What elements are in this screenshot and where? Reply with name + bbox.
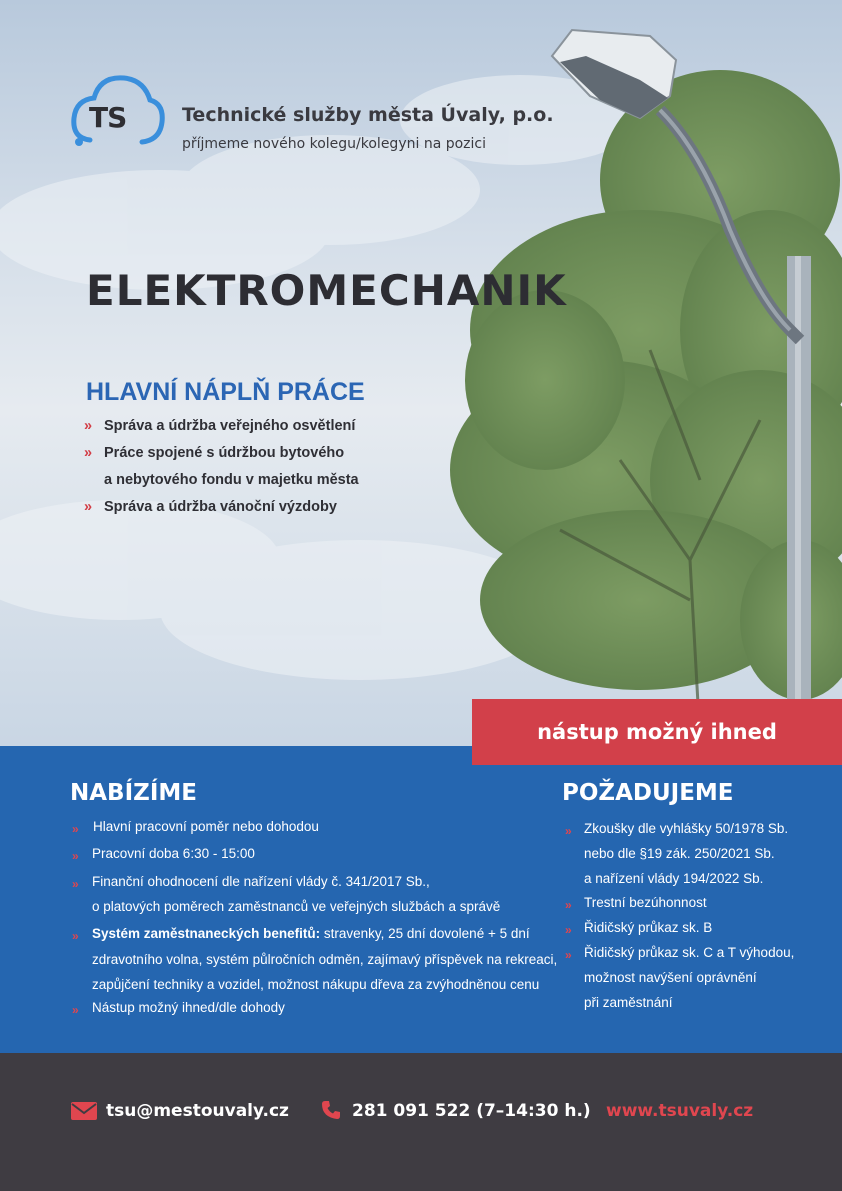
bullet-chevron-icon: » bbox=[72, 822, 79, 836]
offer-line: Pracovní doba 6:30 - 15:00 bbox=[92, 846, 255, 861]
bullet-chevron-icon: » bbox=[72, 877, 79, 891]
position-intro: příjmeme nového kolegu/kolegyni na pozici bbox=[182, 136, 486, 152]
bullet-chevron-icon: » bbox=[72, 929, 79, 943]
requirement-line: Řidičský průkaz sk. C a T výhodou, bbox=[584, 945, 795, 960]
contact-phone[interactable]: 281 091 522 (7–14:30 h.) bbox=[352, 1101, 591, 1121]
offer-line-continuation: zdravotního volna, systém půlročních odměn, zajímavý příspěvek na rekreaci, bbox=[92, 952, 558, 967]
bullet-chevron-icon: » bbox=[72, 849, 79, 863]
bullet-chevron-icon: » bbox=[72, 1003, 79, 1017]
offer-line-benefits: Systém zaměstnaneckých benefitů: stravenky, 25 dní dovolené + 5 dní bbox=[92, 926, 530, 941]
requirement-line: Trestní bezúhonnost bbox=[584, 895, 707, 910]
bullet-chevron-icon: » bbox=[565, 948, 572, 962]
requirement-line: Řidičský průkaz sk. B bbox=[584, 920, 713, 935]
requirement-line-continuation: a nařízení vlády 194/2022 Sb. bbox=[584, 871, 764, 886]
requirement-line: Zkoušky dle vyhlášky 50/1978 Sb. bbox=[584, 821, 789, 836]
phone-icon bbox=[321, 1100, 341, 1120]
duty-item-continuation: a nebytového fondu v majetku města bbox=[104, 472, 359, 488]
job-title: ELEKTROMECHANIK bbox=[86, 266, 567, 315]
start-date-text: nástup možný ihned bbox=[537, 720, 777, 744]
bullet-chevron-icon: » bbox=[565, 898, 572, 912]
bullet-chevron-icon: » bbox=[565, 923, 572, 937]
offer-line-continuation: zapůjčení techniky a vozidel, možnost nákupu dřeva za zvýhodněnou cenu bbox=[92, 977, 540, 992]
requirement-line-continuation: při zaměstnání bbox=[584, 995, 673, 1010]
bullet-chevron-icon: » bbox=[565, 824, 572, 838]
offer-line: Hlavní pracovní poměr nebo dohodou bbox=[93, 819, 319, 834]
offer-heading: NABÍZÍME bbox=[70, 780, 197, 806]
requirement-line-continuation: nebo dle §19 zák. 250/2021 Sb. bbox=[584, 846, 775, 861]
contact-website[interactable]: www.tsuvaly.cz bbox=[606, 1101, 754, 1121]
envelope-icon bbox=[71, 1102, 97, 1120]
bullet-chevron-icon: » bbox=[84, 445, 93, 461]
offer-line: Nástup možný ihned/dle dohody bbox=[92, 1000, 285, 1015]
bullet-chevron-icon: » bbox=[84, 499, 93, 515]
logo-text: TS bbox=[89, 101, 127, 134]
offer-line-continuation: o platových poměrech zaměstnanců ve veřejných službách a správě bbox=[92, 899, 501, 914]
duty-item: » Práce spojené s údržbou bytového bbox=[84, 445, 345, 461]
contact-footer bbox=[0, 1053, 842, 1191]
offer-line: Finanční ohodnocení dle nařízení vlády č. 341/2017 Sb., bbox=[92, 874, 430, 889]
requirement-line-continuation: možnost navýšení oprávnění bbox=[584, 970, 757, 985]
organization-name: Technické služby města Úvaly, p.o. bbox=[182, 104, 554, 126]
bullet-chevron-icon: » bbox=[84, 418, 93, 434]
duties-heading: HLAVNÍ NÁPLŇ PRÁCE bbox=[86, 378, 365, 406]
start-date-banner bbox=[472, 699, 842, 765]
duty-item: » Správa a údržba veřejného osvětlení bbox=[84, 418, 356, 434]
requirements-heading: POŽADUJEME bbox=[562, 780, 734, 806]
contact-email[interactable]: tsu@mestouvaly.cz bbox=[106, 1101, 289, 1121]
duty-item: » Správa a údržba vánoční výzdoby bbox=[84, 499, 337, 515]
